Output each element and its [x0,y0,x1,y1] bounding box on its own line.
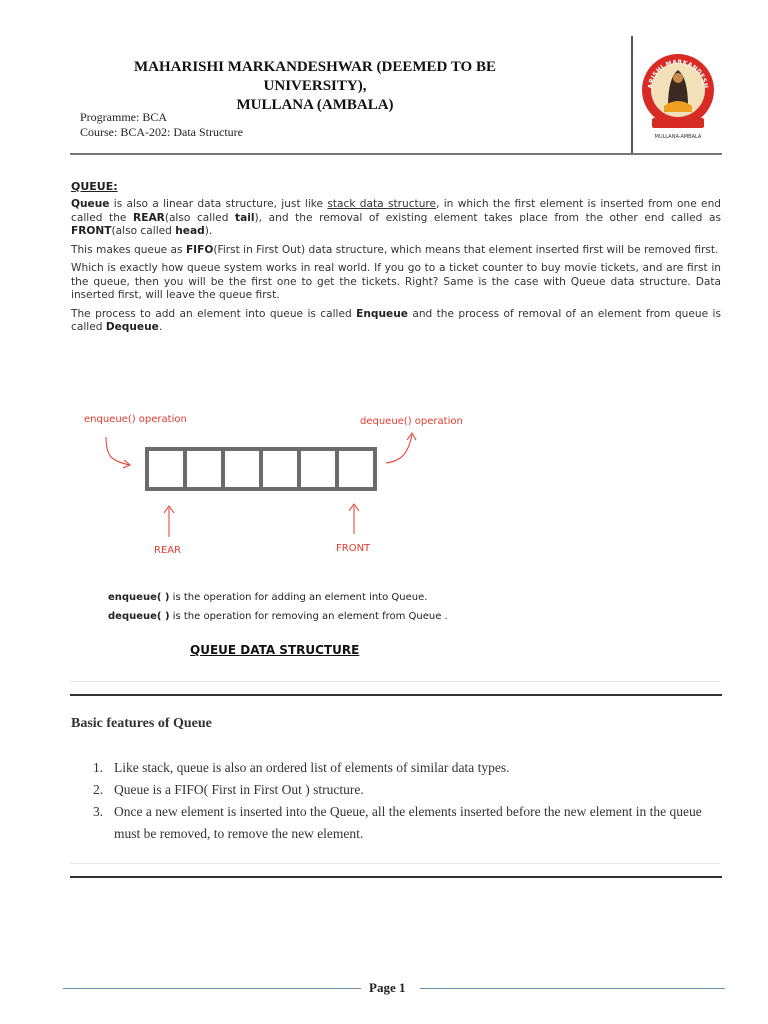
list-number: 3. [93,804,104,819]
text-span: The process to add an element into queue is called [71,307,357,320]
paragraph-example: Which is exactly how queue system works in real world. If you go to a ticket counter to buy movie tickets, and are first in the queue, then you will be the first one to get the tickets. Right? Same is the case with Queue data structure. Data inserted first, will leave the queue first. [71,262,721,301]
footer-line-right [420,988,725,989]
term-head: head [175,225,205,237]
text-span: ), and the removal of existing element takes place from the other end called as [254,211,721,224]
logo-text-bottom: MULLANA-AMBALA [654,134,702,140]
text-span: . [158,321,163,333]
university-title [95,58,535,115]
text-span: , in which the first element is inserted from one end called the [71,198,722,224]
paragraph-definition [71,198,721,239]
list-text: Once a new element is inserted into the Queue, all the elements inserted before the new element in the queue must be removed, to remove the new element. [114,804,702,841]
operation-descriptions [108,588,448,626]
divider [70,876,722,878]
section-title: QUEUE: [71,180,118,193]
rear-label: REAR [154,545,182,556]
university-title-line2: MULLANA (AMBALA) [236,97,394,113]
term-dequeue: Dequeue [105,321,159,333]
text-span: and the process of removal of an element from queue is called [71,307,721,333]
text-span: is the operation for removing an element from Queue . [169,611,448,622]
programme-text: Programme: BCA [80,110,167,124]
enqueue-description [108,588,448,607]
term-front: FRONT [71,225,112,237]
divider-light [70,681,720,682]
course-text: Course: BCA-202: Data Structure [80,125,243,139]
term-enqueue: Enqueue [356,307,408,320]
queue-cells [147,449,375,489]
text-span: This makes queue as [71,243,186,256]
diagram-caption: QUEUE DATA STRUCTURE [190,643,360,657]
paragraph-enqueue-dequeue [71,308,721,335]
page-number: Page 1 [369,980,406,995]
header-divider-vertical [631,36,633,153]
list-text: Queue is a FIFO( First in First Out ) structure. [114,782,364,797]
front-arrow [349,504,359,534]
footer-line-left [63,988,361,989]
text-span: (also called [164,211,236,224]
list-item [93,757,723,779]
university-logo [638,38,718,148]
list-item [93,779,723,801]
dequeue-description [108,607,448,626]
enqueue-term: enqueue( ) [108,592,170,603]
list-text: Like stack, queue is also an ordered list of elements of similar data types. [114,760,510,775]
features-title: Basic features of Queue [71,716,212,731]
list-number: 2. [93,782,104,797]
list-number: 1. [93,760,104,775]
divider [70,694,722,696]
term-fifo: FIFO [185,243,214,256]
rear-arrow [164,506,174,537]
term-rear: REAR [133,211,165,224]
front-label: FRONT [336,543,371,554]
paragraph-fifo [71,244,721,258]
enqueue-arrow [106,437,130,465]
features-list [93,757,723,845]
enqueue-operation-label: enqueue() operation [84,414,187,425]
divider-light [70,863,720,864]
text-span: is also a linear data structure, just like [109,198,328,210]
dequeue-term: dequeue( ) [108,611,170,622]
text-span: (First in First Out) data structure, which means that element inserted first will be removed first. [213,243,719,256]
list-item [93,801,723,845]
term-queue: Queue [71,198,110,210]
queue-diagram [80,405,500,565]
logo-text-top: ARISHI MARKANDESH [646,58,710,90]
text-span: ). [204,225,213,237]
term-tail: tail [235,211,255,224]
stack-link[interactable]: stack data structure [327,198,437,210]
dequeue-operation-label: dequeue() operation [360,416,463,427]
body-content [71,198,721,340]
header-divider-horizontal [70,153,722,155]
course-info [80,110,243,140]
text-span: (also called [111,225,176,237]
university-title-line1: MAHARISHI MARKANDESHWAR (DEEMED TO BE UNIVERSITY), [134,59,496,94]
text-span: is the operation for adding an element into Queue. [169,592,428,603]
